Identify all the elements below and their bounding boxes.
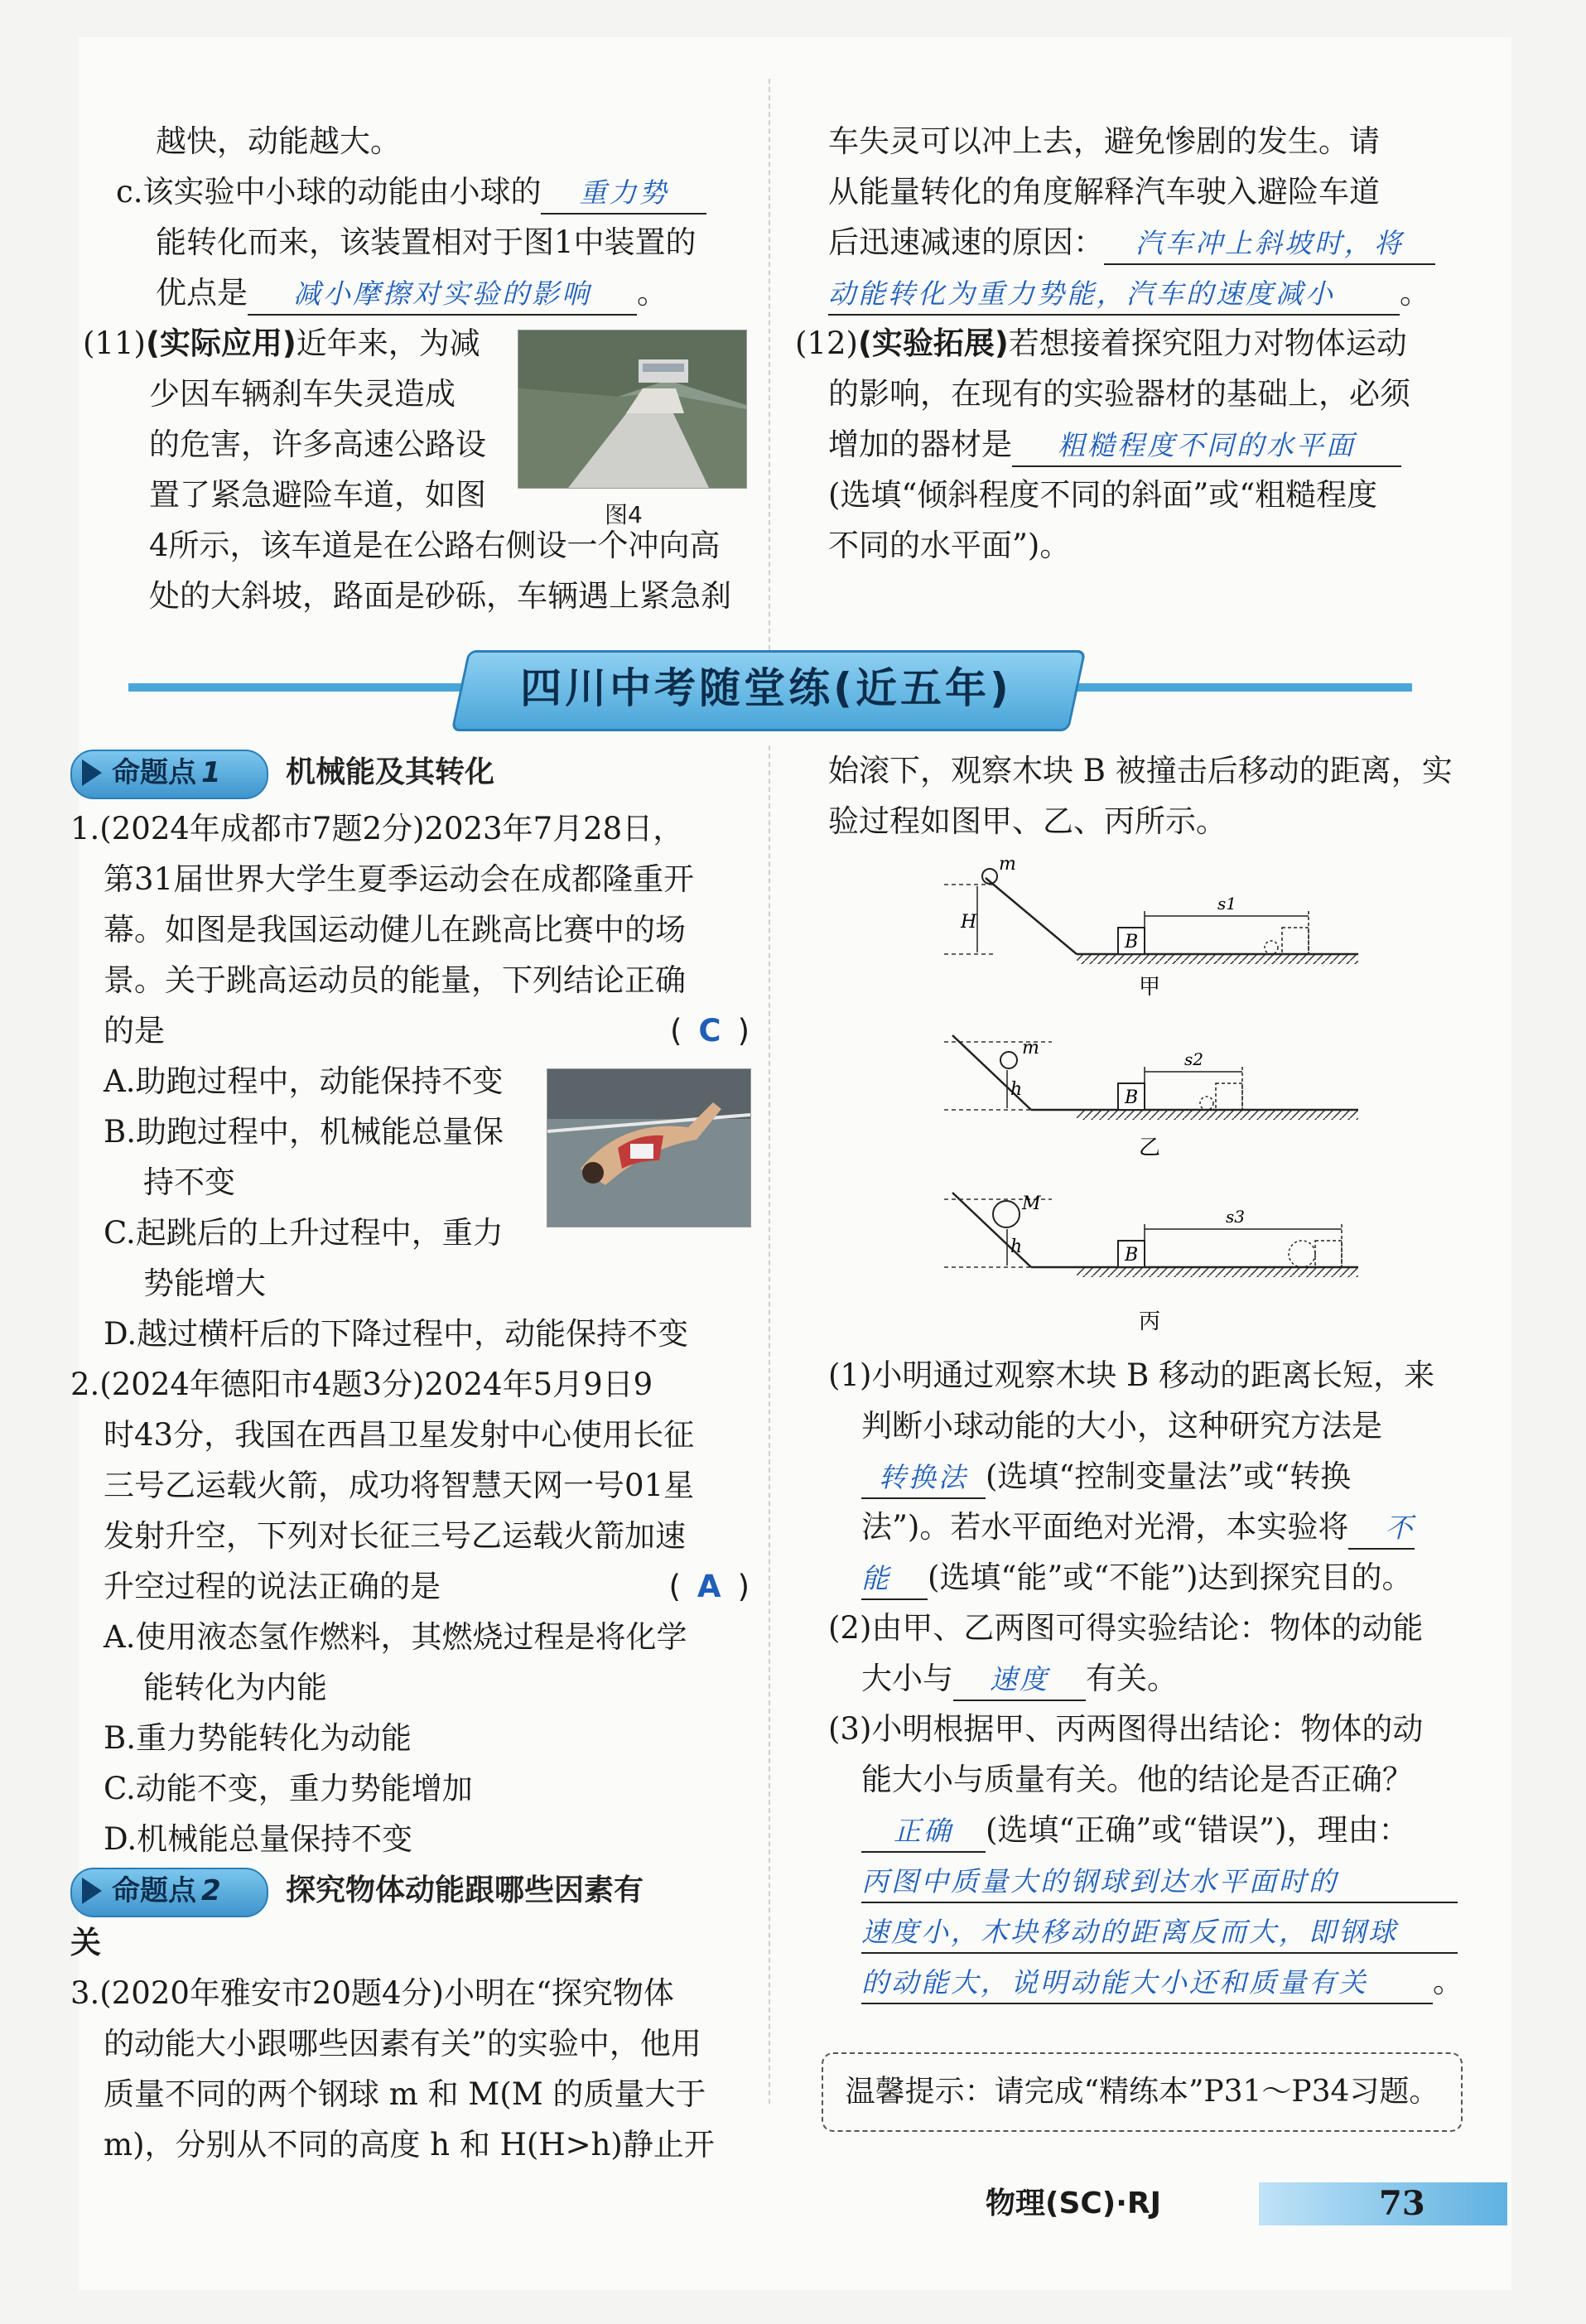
label-s2: s2 <box>1184 1049 1203 1069</box>
label-h: h <box>1010 1237 1023 1257</box>
label-bing: 丙 <box>1139 1309 1161 1334</box>
label-h: h <box>1010 1079 1023 1100</box>
answer-handwritten: 动能转化为重力势能，汽车的速度减小 <box>828 277 1335 310</box>
section-banner-title: 四川中考随堂练(近五年) <box>520 664 1012 712</box>
text-line: 始滚下，观察木块 B 被撞击后移动的距离，实 <box>828 753 1453 788</box>
play-icon <box>82 759 102 786</box>
answer-handwritten: 能 <box>861 1562 891 1594</box>
text-line: 不同的水平面”)。 <box>828 528 1071 563</box>
text-line: 验过程如图甲、乙、丙所示。 <box>828 803 1227 839</box>
reminder-box: 温馨提示：请完成“精练本”P31～P34习题。 <box>822 2052 1463 2132</box>
answer-handwritten: 正确 <box>894 1815 953 1847</box>
text-line: 3.(2020年雅安市20题4分)小明在“探究物体 <box>70 1975 674 2011</box>
option-c: C.动能不变，重力势能增加 <box>104 1771 473 1806</box>
option-a-cont: 能转化为内能 <box>143 1670 327 1705</box>
text-line: 发射升空，下列对长征三号乙运载火箭加速 <box>104 1518 686 1554</box>
option-c: C.起跳后的上升过程中，重力 <box>104 1215 504 1251</box>
label-jia: 甲 <box>1139 975 1161 1000</box>
option-b-cont: 持不变 <box>143 1164 235 1200</box>
text-line: 4所示，该车道是在公路右侧设一个冲向高 <box>149 528 721 563</box>
part-1-line1: (1)小明通过观察木块 B 移动的距离长短，来 <box>828 1357 1435 1393</box>
option-d: D.机械能总量保持不变 <box>104 1821 413 1857</box>
answer-letter: A <box>697 1569 721 1604</box>
part-2-line2: 大小与 速度 有关。 <box>828 1653 1482 1704</box>
option-b: B.重力势能转化为动能 <box>104 1720 412 1756</box>
part-3-line3: 正确 (选填“正确”或“错误”)，理由： <box>828 1805 1482 1855</box>
column-divider-top <box>769 79 770 650</box>
top-right-line4: 动能转化为重力势能，汽车的速度减小 。 <box>795 268 1474 318</box>
page-number: 73 <box>1379 2184 1425 2223</box>
question-12-line3: 增加的器材是 粗糙程度不同的水平面 <box>795 419 1474 470</box>
option-b: B.助跑过程中，机械能总量保 <box>104 1114 504 1150</box>
text-line: (选填“倾斜程度不同的斜面”或“粗糙程度 <box>828 477 1378 513</box>
banner-rule-left <box>128 683 476 692</box>
text-line: 少因车辆刹车失灵造成 <box>149 376 456 412</box>
diagram-jia <box>944 854 1358 1000</box>
answer-handwritten: 丙图中质量大的钢球到达水平面时的 <box>861 1865 1338 1897</box>
text-line: 的影响，在现有的实验器材的基础上，必须 <box>828 376 1410 412</box>
label-B: B <box>1125 1245 1139 1266</box>
question-c-line1: c.该实验中小球的动能由小球的 重力势 <box>83 166 754 217</box>
label-m: m <box>999 854 1016 875</box>
diagram-bing <box>944 1193 1358 1334</box>
topic-tag-1: 命题点 1 机械能及其转化 <box>70 750 567 796</box>
option-c-cont: 势能增大 <box>143 1266 266 1301</box>
top-right-line3: 后迅速减速的原因： 汽车冲上斜坡时，将 <box>795 217 1474 268</box>
part-1-line4: 法”)。若水平面绝对光滑，本实验将 不 <box>828 1502 1482 1552</box>
text-line: 能转化而来，该装置相对于图1中装置的 <box>156 224 697 260</box>
answer-handwritten: 的动能大，说明动能大小还和质量有关 <box>861 1966 1368 1999</box>
question-3-right-top <box>828 745 1491 846</box>
answer-bracket: ( C ) <box>669 1013 750 1049</box>
part-3-line1: (3)小明根据甲、丙两图得出结论：物体的动 <box>828 1711 1424 1747</box>
option-a: A.助跑过程中，动能保持不变 <box>104 1063 504 1099</box>
column-divider-bottom <box>769 745 770 2104</box>
part-1-line3: 转换法 (选填“控制变量法”或“转换 <box>828 1451 1482 1502</box>
answer-handwritten: 转换法 <box>879 1461 968 1493</box>
answer-handwritten: 粗糙程度不同的水平面 <box>1058 429 1356 461</box>
question-3-parts <box>828 1350 1482 2007</box>
text-line: 幕。如图是我国运动健儿在跳高比赛中的场 <box>104 912 686 947</box>
text-line: 景。关于跳高运动员的能量，下列结论正确 <box>104 962 686 998</box>
text-line: 质量不同的两个钢球 m 和 M(M 的质量大于 <box>104 2076 706 2112</box>
question-c-line3: 优点是 减小摩擦对实验的影响 。 <box>83 268 754 318</box>
q2-stem-end: 升空过程的说法正确的是 ( A ) <box>70 1561 750 1612</box>
part-3-answer-b <box>828 1906 1482 1956</box>
text-line: 从能量转化的角度解释汽车驶入避险车道 <box>828 174 1380 210</box>
option-a: A.使用液态氢作燃料，其燃烧过程是将化学 <box>104 1619 687 1655</box>
text-line: 2.(2024年德阳市4题3分)2024年5月9日9 <box>70 1367 653 1402</box>
label-m: m <box>1022 1038 1039 1058</box>
label-H: H <box>961 912 977 933</box>
experiment-diagrams <box>928 845 1375 1342</box>
question-2 <box>70 1359 750 1864</box>
text-line: 车失灵可以冲上去，避免惨剧的发生。请 <box>828 123 1380 159</box>
label-s1: s1 <box>1217 894 1237 914</box>
label-M: M <box>1022 1193 1041 1214</box>
answer-letter: C <box>698 1013 721 1049</box>
option-d: D.越过横杆后的下降过程中，动能保持不变 <box>104 1316 689 1352</box>
part-2-line1: (2)由甲、乙两图可得实验结论：物体的动能 <box>828 1610 1424 1646</box>
text-line: 的危害，许多高速公路设 <box>149 427 486 462</box>
text-line: m)，分别从不同的高度 h 和 H(H>h)静止开 <box>104 2127 715 2162</box>
topic-2-title: 探究物体动能跟哪些因素有 <box>286 1873 644 1907</box>
answer-handwritten: 速度小，木块移动的距离反而大，即钢球 <box>861 1916 1398 1948</box>
figure-4-caption: 图4 <box>605 501 643 528</box>
text-line: 处的大斜坡，路面是砂砾，车辆遇上紧急刹 <box>149 578 731 614</box>
text-line: 的动能大小跟哪些因素有关”的实验中，他用 <box>104 2026 701 2061</box>
question-11-line1: (11)(实际应用)近年来，为减 <box>83 325 480 361</box>
label-yi: 乙 <box>1139 1135 1161 1160</box>
label-B: B <box>1125 1087 1139 1108</box>
play-icon <box>82 1878 102 1904</box>
text-line: 第31届世界大学生夏季运动会在成都隆重开 <box>104 861 695 897</box>
part-1-line5: 能 (选填“能”或“不能”)达到探究目的。 <box>828 1552 1482 1603</box>
answer-handwritten: 重力势 <box>579 176 669 209</box>
text-line: 时43分，我国在西昌卫星发射中心使用长征 <box>104 1417 695 1453</box>
text-line: 能大小与质量有关。他的结论是否正确？ <box>861 1762 1413 1797</box>
text-line: 1.(2024年成都市7题2分)2023年7月28日， <box>70 811 684 846</box>
question-3-left <box>70 1968 750 2170</box>
top-right-column <box>795 116 1474 571</box>
banner-rule-right <box>1056 683 1412 692</box>
answer-handwritten: 汽车冲上斜坡时，将 <box>1135 227 1404 259</box>
label-s3: s3 <box>1226 1207 1245 1227</box>
diagram-yi <box>944 1035 1358 1160</box>
high-jump-photo <box>547 1068 751 1227</box>
label-B: B <box>1125 932 1139 952</box>
text-line: 三号乙运载火箭，成功将智慧天网一号01星 <box>104 1468 695 1503</box>
answer-handwritten: 速度 <box>990 1663 1049 1695</box>
text-line: 越快，动能越大。 <box>156 123 401 159</box>
q1-stem-end: 的是 ( C ) <box>70 1005 750 1056</box>
part-3-answer-c: 的动能大，说明动能大小还和质量有关 。 <box>828 1956 1482 2007</box>
answer-handwritten: 不 <box>1385 1512 1415 1544</box>
topic-1-title: 机械能及其转化 <box>286 755 495 789</box>
topic-tag-2: 命题点 2 探究物体动能跟哪些因素有 <box>70 1868 750 1914</box>
part-3-answer-a <box>828 1855 1482 1906</box>
figure-4-photo <box>518 330 747 489</box>
answer-bracket: ( A ) <box>668 1569 750 1604</box>
text-line: 置了紧急避险车道，如图 <box>149 477 486 513</box>
question-12-line1: (12)(实验拓展)若想接着探究阻力对物体运动 <box>795 325 1407 361</box>
topic-2-title-cont: 关 <box>70 1925 101 1960</box>
answer-handwritten: 减小摩擦对实验的影响 <box>293 277 591 310</box>
text-line: 判断小球动能的大小，这种研究方法是 <box>861 1408 1382 1444</box>
subject-label: 物理(SC)·RJ <box>986 2187 1162 2220</box>
